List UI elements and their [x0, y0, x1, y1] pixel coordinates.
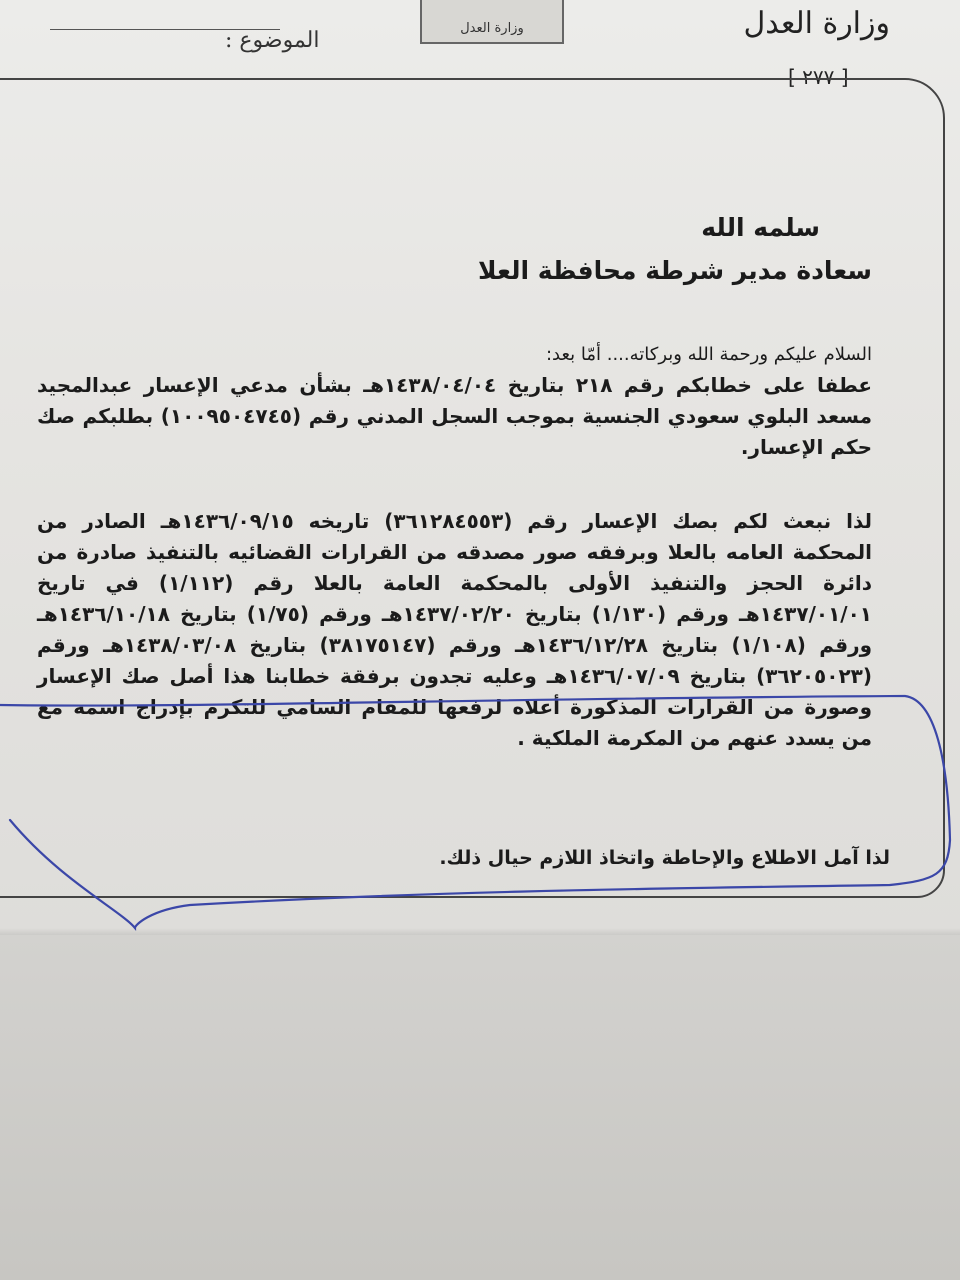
closing-line: لذا آمل الاطلاع والإحاطة واتخاذ اللازم حيال ذلك.	[439, 847, 890, 869]
subject-underline	[50, 29, 280, 30]
paragraph-details: لذا نبعث لكم بصك الإعسار رقم (٣٦١٢٨٤٥٥٣) تاريخه ١٤٣٦/٠٩/١٥هـ الصادر من المحكمة العامه بالعلا وبرفقه صور مصدقه من القرارات القضائيه بالتنفيذ صادرة من دائرة الحجز والتنفيذ الأولى بالمحكمة العامة بالعلا رقم (١/١١٢) في تاريخ ١٤٣٧/٠١/٠١هـ ورقم (١/١٣٠) بتاريخ ١٤٣٧/٠٢/٢٠هـ ورقم (١/٧٥) بتاريخ ١٤٣٦/١٠/١٨هـ ورقم (١/١٠٨) بتاريخ ١٤٣٦/١٢/٢٨هـ ورقم (٣٨١٧٥١٤٧) بتاريخ ١٤٣٨/٠٣/٠٨هـ ورقم (٣٦٢٠٥٠٢٣) بتاريخ ١٤٣٦/٠٧/٠٩هـ وعليه تجدون برفقة خطابنا هذا أصل صك الإعسار وصورة من القرارات المذكورة أعلاه لرفعها للمقام السامي للتكرم بإدراج اسمه مع من يسدد عنهم من المكرمة الملكية .	[37, 509, 873, 750]
ministry-logo-text: وزارة العدل	[743, 6, 890, 41]
letter-frame	[0, 78, 945, 898]
background-surface	[0, 935, 960, 1280]
greeting-line: السلام عليكم ورحمة الله وبركاته.... أمّا بعد:	[545, 344, 872, 365]
subject-label: الموضوع :	[225, 28, 320, 53]
recipient-title: سعادة مدير شرطة محافظة العلا	[477, 256, 872, 285]
paragraph-reference: عطفا على خطابكم رقم ٢١٨ بتاريخ ١٤٣٨/٠٤/٠٤هـ بشأن مدعي الإعسار عبدالمجيد مسعد البلوي سعودي الجنسية بموجب السجل المدني رقم (١٠٠٩٥٠٤٧٤٥) بطلبكم صك حكم الإعسار.	[37, 373, 873, 459]
reference-number: [ ٢٧٧ ]	[788, 65, 849, 89]
ministry-emblem	[420, 0, 564, 44]
emblem-caption: وزارة العدل	[460, 21, 524, 36]
salutation: سلمه الله	[701, 213, 820, 242]
